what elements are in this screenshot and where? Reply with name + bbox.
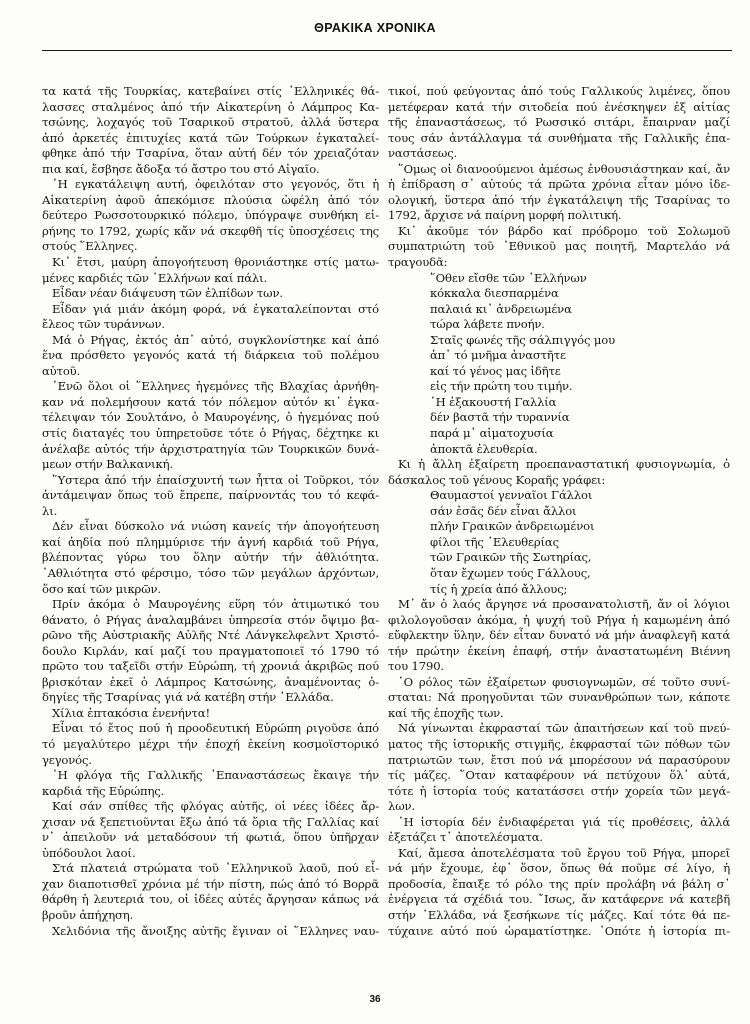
text-line: μένες καρδιές τῶν ῾Ελλήνων καί πάλι. (42, 270, 268, 285)
verse-line: ἀποκτᾶ ἐλευθερία. (430, 441, 538, 456)
verse-line: τῶν Γραικῶν τῆς Σωτηρίας, (430, 550, 592, 565)
verse-line: ῾Η ἐξακουστή Γαλλία (430, 394, 557, 409)
text-line: μετέφεραν κατά τήν σιτοδεία πού ἐνέσκηψεν ἐξ αἰτίας (388, 99, 730, 114)
text-line: πατριωτῶν των, ἔτσι πού νά μπορέσουν νά παρασύρουν (388, 752, 730, 767)
text-line: πρῶτο του ταξεῖδι στήν Εὐρώπη, τή χρονιά ἀκριβῶς πού (42, 659, 379, 674)
text-line: πια καί, ἔσβησε ἄδοξα τό ἄστρο του στό Αἰγαῖο. (42, 161, 320, 176)
verse-line: καί τό γένος μας ἰδῆτε (430, 363, 561, 378)
verse-line: τίς ἡ χρεία ἀπό ἄλλους; (430, 581, 568, 596)
text-line: στούς ῞Ελληνες. (42, 239, 138, 254)
text-line: τίς μάζες. ῞Οταν καταφέρουν νά πετύχουν ὅλ᾿ αὐτά, (388, 768, 730, 783)
text-line: προδοσία, ἔπαιξε τό ρόλο της πρίν προλάβη νά βάλη σ᾿ (388, 876, 730, 891)
text-line: καί τῆς ἐποχῆς των. (388, 705, 504, 720)
text-line: ῾Η ἱστορία δέν ἐνδιαφέρεται γιά τίς προθέσεις, ἀλλά (398, 814, 730, 829)
verse-line: τώρα λάβετε πνοήν. (430, 317, 545, 332)
text-line: σταται: Νά προηγοῦνται τῶν συνανθρώπων των, κάποτε (388, 690, 730, 705)
text-line: Δέν εἶναι δύσκολο νά νιώση κανείς τήν ἀπογοήτευση (52, 519, 379, 534)
text-line: ἀντάμειψαν ὅπως τοῦ ἔπρεπε, παίρνοντάς του τό κεφά- (42, 488, 379, 503)
text-line: ἀνέλαβε αὐτός τήν ἀρχιστρατηγία τῶν Τουρκικῶν δυνά- (42, 441, 379, 456)
text-line: τέλειψαν τόν Σουλτάνο, ὁ Μαυρογένης, ὁ ἡγεμόνας πού (42, 410, 379, 425)
text-line: ᾿Αθλιότητα στό φέρσιμο, τόσο τῶν μεγάλων ἀρχόντων, (42, 565, 379, 580)
text-line: στίς διαταγές του ὑπηρετοῦσε τότε ὁ Ρήγας, δέχτηκε κι (42, 426, 379, 441)
text-line: τα κατά τῆς Τουρκίας, κατεβαίνει στίς ῾Ελληνικές θά- (42, 84, 379, 98)
text-line: τσώνης, λοχαγός τοῦ Τσαρικοῦ στρατοῦ, ἀλλά ὕστερα (42, 115, 379, 130)
text-line: καν νά πολεμήσουν κατά τόν πόλεμον αὐτόν κι᾿ ἐγκα- (42, 394, 379, 409)
verse-line: ῞Οθεν εἴσθε τῶν ῾Ελλήνων (430, 270, 587, 285)
verse-line: Θαυμαστοί γενναῖοι Γάλλοι (430, 488, 593, 503)
text-line: ὅσο καί τῶν μικρῶν. (42, 581, 161, 596)
text-line: Εἶναι τό ἔτος πού ἡ προοδευτική Εὐρώπη ριγοῦσε ἀπό (52, 721, 379, 736)
text-line: Εἶδαν νέαν διάψευση τῶν ἐλπίδων των. (52, 286, 283, 301)
text-line: στήν ῾Ελλάδα, νά ξεσήκωνε τίς μάζες. Καί τότε θά πε- (388, 907, 730, 922)
text-line: τήν πρώτην ἐκείνη ἐπαφή, στήν ἀναστατωμένη Βιέννη (388, 643, 730, 658)
text-line: Κι᾿ ἀκοῦμε τόν βάρδο καί πρόδρομο τοῦ Σολωμοῦ (398, 223, 730, 238)
text-line: ναστάσεως. (388, 146, 458, 161)
text-line: Χίλια ἑπτακόσια ἐνενήντα! (52, 705, 210, 720)
text-line: ν᾿ ἀπειλοῦν νά μεταδόσουν τή φωτιά, ὅπου ὑπῆρχαν (42, 830, 379, 845)
text-line: εὔφλεκτην ὕλην, δέν εἶταν δυνατό νά μήν ἀναφλεγῆ κατά (388, 628, 730, 643)
text-line: Εἶδαν γιά μιάν ἀκόμη φορά, νά ἐγκαταλείπονται στό (52, 301, 379, 316)
text-line: συμπατριώτη τοῦ ᾿Εθνικοῦ μας ποιητῆ, Μαρτελάο νά (388, 239, 730, 254)
left-text-column (42, 84, 379, 939)
verse-line: παλαιά κι᾿ ἀνδρειωμένα (430, 301, 572, 316)
text-line: τό μεγαλύτερο μέχρι τήν ἐποχή ἐκείνη κοσμοϊστορικό (42, 736, 379, 751)
text-line: Πρίν ἀκόμα ὁ Μαυρογένης εὕρη τόν ἀτιμωτικό του (52, 597, 379, 612)
text-line: ἀπό ἀρκετές ἐπιτυχίες κατά τῶν Τούρκων ἐγκαταλεί- (42, 130, 379, 145)
text-line: τύχαινε αὐτό πού ὠραματίστηκε. ᾿Οπότε ἡ ἱστορία πι- (388, 923, 730, 938)
header-rule (42, 50, 732, 51)
verse-line: φίλοι τῆς ᾿Ελευθερίας (430, 534, 559, 549)
text-line: τικοί, πού φεύγοντας ἀπό τούς Γαλλικούς λιμένες, ὅπου (388, 84, 730, 98)
text-line: Καί, ἄμεσα ἀποτελέσματα τοῦ ἔργου τοῦ Ρήγα, μπορεῖ (398, 845, 730, 860)
text-line: Χελιδόνια τῆς ἄνοιξης αὐτῆς ἔγιναν οἱ ῞Ελληνες ναυ- (52, 923, 379, 938)
text-line: βλέποντας γύρω του ὅλην αὐτήν τήν ἀθλιότητα. (42, 550, 379, 565)
text-line: φιλολογοῦσαν ἀκόμα, ἡ ψυχή τοῦ Ρήγα ἡ καμωμένη ἀπό (388, 612, 730, 627)
running-header: ΘΡΑΚΙΚΑ ΧΡΟΝΙΚΑ (314, 21, 436, 35)
text-line: ματος τῆς ἱστορικῆς στιγμῆς, ἐκφρασταί τῶν πόθων τῶν (388, 736, 730, 751)
verse-line: δέν βαστᾶ τήν τυραννία (430, 410, 570, 425)
text-line: ῾Ενῶ ὅλοι οἱ ῞Ελληνες ἡγεμόνες τῆς Βλαχίας ἀρνήθη- (52, 379, 379, 394)
verse-line: Σταῖς φωνές τῆς σάλπιγγός μου (430, 332, 615, 347)
text-line: ἐξετάζει τ᾿ ἀποτελέσματα. (388, 830, 543, 845)
text-line: χαν διαποτισθεῖ χρόνια μέ τήν πίστη, πώς ἀπό τό Βορρᾶ (42, 876, 379, 891)
text-line: του 1790. (388, 659, 444, 674)
text-line: ἔλεος τῶν τυράννων. (42, 317, 165, 332)
verse-line: σάν ἐσᾶς δέν εἶναι ἄλλοι (430, 503, 577, 518)
text-line: ἡ ἐπίδραση σ᾿ αὐτούς τά πρῶτα χρόνια εἶταν μόνο ἰδε- (388, 177, 730, 192)
text-line: Κι᾿ ἔτσι, μαύρη ἀπογοήτευση θρονιάστηκε στίς ματω- (52, 255, 379, 270)
text-line: Καί σάν σπίθες τῆς φλόγας αὐτῆς, οἱ νέες ἰδέες ἄρ- (52, 799, 379, 814)
text-line: δεύτερο Ρωσσοτουρκικό πόλεμο, ὑπόγραψε συνθήκη εἰ- (42, 208, 379, 223)
text-line: τους σάν ἀντάλλαγμα τά συνθήματα τῆς Γαλλικῆς ἐπα- (388, 130, 730, 145)
text-line: καί ἀηδία πού πλημμύρισε τήν ἁγνή καρδιά τοῦ Ρήγα, (42, 534, 379, 549)
text-line: τότε ἡ ἱστορία τούς κατατάσσει στήν χορεία τῶν μεγά- (388, 783, 730, 798)
text-line: Μά ὁ Ρήγας, ἐκτός ἀπ᾿ αὐτό, συγκλονίστηκε καί ἀπό (52, 332, 379, 347)
verse-line: κόκκαλα διεσπαρμένα (430, 286, 559, 301)
text-line: ῾Ο ρόλος τῶν ἐξαίρετων φυσιογνωμῶν, σέ τοῦτο συνί- (398, 674, 730, 689)
text-line: μεων στήν Βαλκανική. (42, 457, 173, 472)
text-line: γεγονός. (42, 752, 92, 767)
text-line: τῆς ἐπαναστάσεως, τό Ρωσσικό σιτάρι, ἔπαιρναν μαζί (388, 115, 730, 130)
right-text-column (388, 84, 730, 939)
text-line: αὐτοῦ. (42, 363, 81, 378)
text-line: ῞Ομως οἱ διανοούμενοι ἀμέσως ἐνθουσιάστηκαν καί, ἄν (398, 161, 730, 176)
verse-line: πλήν Γραικῶν ἀνδρειωμένοι (430, 519, 595, 534)
text-line: θάρθη ἡ λευτεριά του, οἱ ἰδέες αὐτές ἄργησαν κάπως νά (42, 892, 379, 907)
text-line: νά μήν ἔχουμε, ἐφ᾿ ὅσον, ὅπως θά ποῦμε σέ λίγο, ἡ (388, 861, 730, 876)
text-line: θάνατο, ὁ Ρήγας ἀναλαμβάνει ὑπηρεσία στόν ὄψιμο βα- (42, 612, 379, 627)
text-line: ῾Η εγκατάλειψη αυτή, ὀφειλόταν στο γεγονός, ὅτι ἡ (52, 177, 379, 192)
text-line: λων. (388, 799, 415, 814)
text-line: δουλο Κιρλάν, καί μαζί του πραγματοποιεῖ τό 1790 τό (42, 643, 379, 658)
text-line: Νά γίνωνται ἐκφρασταί τῶν ἀπαιτήσεων καί τοῦ πνεύ- (398, 721, 730, 736)
verse-line: ὅταν ἔχωμεν τούς Γάλλους, (430, 565, 591, 580)
text-line: δάσκαλος τοῦ γένους Κοραῆς γράφει: (388, 472, 606, 487)
verse-line: παρά μ᾿ αἱματοχυσία (430, 426, 554, 441)
verse-line: εἰς τήν πρώτη του τιμήν. (430, 379, 573, 394)
text-line: ἐνέργεια τά σχέδιά του. ῎Ισως, ἄν κατάφερνε νά κατεβῆ (388, 892, 730, 907)
text-line: ἕνα πρόσθετο γεγονός κατά τή διάρκεια τοῦ πολέμου (42, 348, 379, 363)
text-line: ρήνης το 1792, χωρίς κἄν νά σκεφθῆ τίς ὑποσχέσεις της (42, 223, 379, 238)
text-line: Αἰκατερίνη ἀφοῦ ἀπεκόμισε πλούσια ὠφέλη ἀπό τόν (42, 192, 379, 207)
text-line: 1792, ἄρχισε νά παίρνη μορφή πολιτική. (388, 208, 622, 223)
text-line: λι. (42, 503, 58, 518)
text-line: τραγουδᾶ: (388, 255, 448, 270)
text-line: χισαν νά ξεπετιοῦνται ἔξω ἀπό τά ὅρια τῆς Γαλλίας καί (42, 814, 379, 829)
text-line: καρδιά τῆς Εὐρώπης. (42, 783, 165, 798)
text-line: δηγίες τῆς Τσαρίνας γιά νά κατέβη στήν ῾Ελλάδα. (42, 690, 334, 705)
text-line: ῾Η φλόγα τῆς Γαλλικῆς ᾿Επαναστάσεως ἔκαιγε τήν (52, 768, 379, 783)
text-line: Κι ἡ ἄλλη ἐξαίρετη προεπαναστατική φυσιογνωμία, ὁ (398, 457, 730, 472)
text-line: ῞Υστερα ἀπό τήν ἐπαίσχυντή των ἧττα οἱ Τοῦρκοι, τόν (52, 472, 379, 487)
page-number: 36 (369, 994, 381, 1005)
text-line: Μ᾿ ἄν ὁ λαός ἄργησε νά προσανατολιστῆ, ἄν οἱ λόγιοι (398, 597, 730, 612)
text-line: Στά πλατειά στρώματα τοῦ ῾Ελληνικοῦ λαοῦ, πού εἶ- (52, 861, 379, 876)
text-line: βρισκόταν ἐκεῖ ὁ Λάμπρος Κατσώνης, ἀναμένοντας ὁ- (42, 674, 379, 689)
text-line: ολογική, ὕστερα ἀπό τήν ἐγκατάλειψη τῆς Τσαρίνας το (388, 192, 730, 207)
text-line: λασσες σταλμένος ἀπό τήν Αἰκατερίνη ὁ Λάμπρος Κα- (42, 99, 379, 114)
text-line: βροῦν ἀπήχηση. (42, 907, 134, 922)
text-line: ρῶνο τῆς Αὐστριακῆς Αὐλῆς Ντέ Λάνγκελφελντ Χριστό- (42, 628, 379, 643)
text-line: φθηκε ἀπό τήν Τσαρίνα, ὅταν αὐτή δέν τόν χρειαζόταν (42, 146, 379, 161)
verse-line: ἀπ᾿ τό μνῆμα ἀναστῆτε (430, 348, 566, 363)
text-line: ὑπόδουλοι λαοί. (42, 845, 136, 860)
